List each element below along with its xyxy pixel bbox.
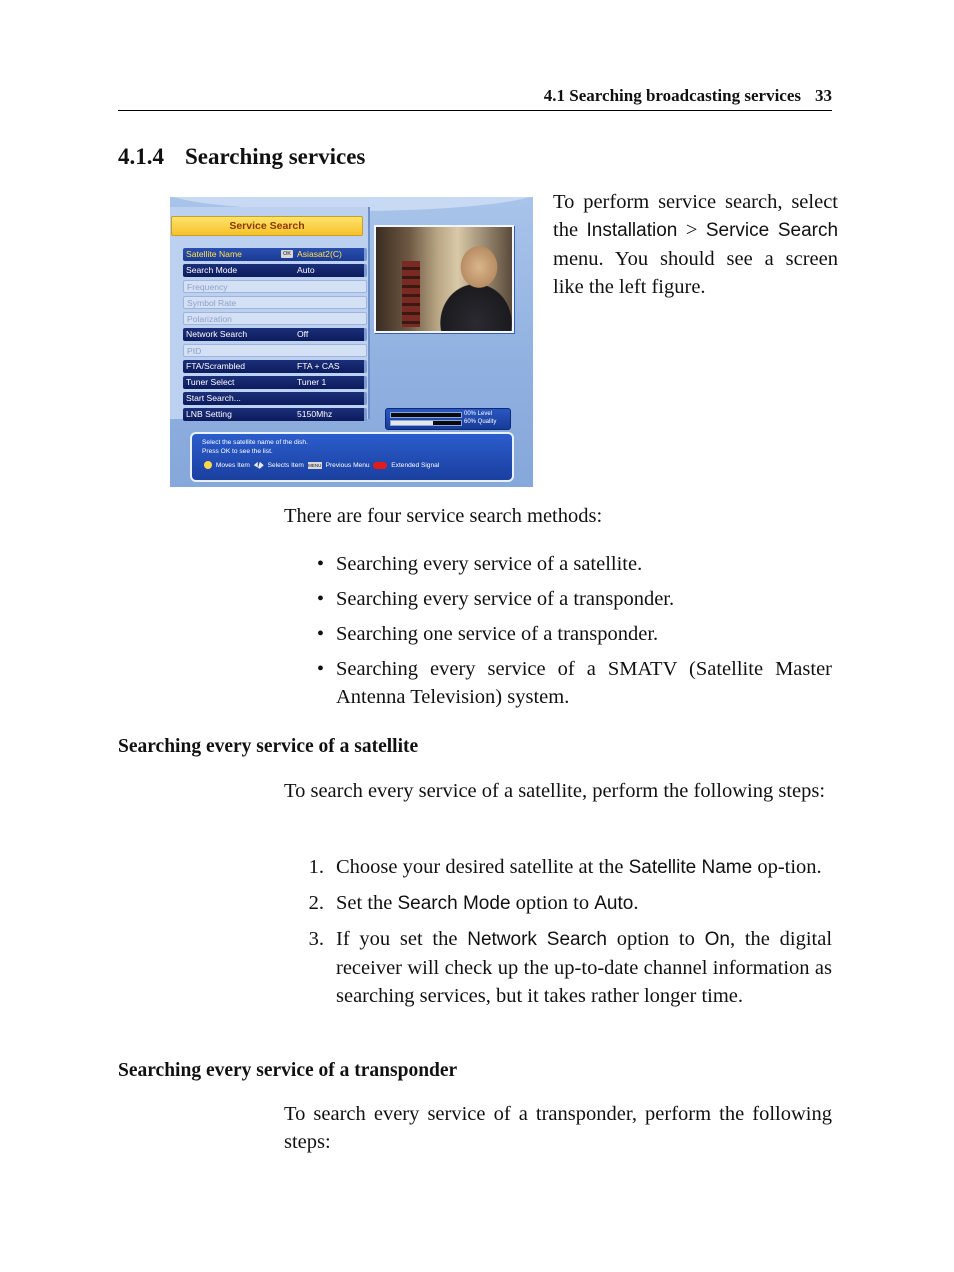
- menu-row-label: LNB Setting: [186, 409, 232, 419]
- help-keys: [202, 461, 439, 470]
- ok-key-icon: OK: [281, 250, 293, 258]
- satellite-steps: [284, 853, 832, 1017]
- step-text: , the digital receiver will check up the up-to-date channel information as searching services, but it takes rather longer time.: [336, 928, 833, 1007]
- methods-intro: There are four service search methods:: [284, 505, 603, 527]
- step-text: op-tion.: [757, 856, 822, 878]
- list-item-text: Searching one service of a transponder.: [336, 623, 659, 645]
- menu-row: [183, 312, 367, 325]
- step-ui-term: Network Search: [467, 929, 608, 950]
- menu-row-value: Tuner 1: [297, 377, 327, 387]
- step-ui-term: Auto: [594, 893, 634, 914]
- video-shelf-decoration: [402, 261, 420, 327]
- intro-text-1: To perform service search, select the: [553, 191, 838, 241]
- menu-row-value: FTA + CAS: [297, 361, 340, 371]
- menu-row-label: Start Search...: [186, 393, 241, 403]
- menu-row: [183, 408, 367, 421]
- bullet-marker: •: [316, 588, 324, 610]
- menu-row: [183, 248, 367, 261]
- menu-row: [183, 328, 367, 341]
- step-ui-term: Search Mode: [397, 893, 511, 914]
- running-title: 4.1 Searching broadcasting services: [543, 86, 801, 105]
- step-number: 1.: [308, 856, 324, 878]
- help-moves: Moves Item: [215, 462, 250, 469]
- menu-path-installation: Installation: [586, 220, 678, 241]
- quality-bar: [390, 420, 462, 426]
- menu-row-label: Tuner Select: [186, 377, 235, 387]
- satellite-subheading: Searching every service of a satellite: [118, 736, 419, 757]
- intro-text-2: menu. You should see a screen like the left figure.: [553, 248, 838, 298]
- bullet-marker: •: [316, 623, 324, 645]
- methods-list: [284, 550, 832, 718]
- section-title: Searching services: [185, 144, 366, 169]
- step-text: .: [633, 892, 639, 914]
- list-item: [284, 620, 832, 648]
- list-item-text: Searching every service of a transponder.: [336, 588, 675, 610]
- step-item: [284, 925, 832, 1010]
- step-item: [284, 853, 832, 882]
- menu-row-label: FTA/Scrambled: [186, 361, 246, 371]
- service-search-screenshot: [170, 197, 533, 487]
- menu-row-label: Satellite Name: [186, 249, 242, 259]
- list-item: [284, 655, 832, 711]
- level-bar: [390, 412, 462, 418]
- menu-row: [183, 296, 367, 309]
- left-right-arrow-icon: [254, 462, 264, 469]
- menu-rows: [183, 248, 367, 424]
- step-number: 2.: [308, 892, 324, 914]
- list-item-text: Searching every service of a SMATV (Satellite Master Antenna Television) system.: [336, 658, 832, 708]
- menu-row: [183, 360, 367, 373]
- menu-row: [183, 392, 367, 405]
- page-number: 33: [815, 86, 832, 105]
- quality-text: 60% Quality: [464, 419, 497, 425]
- help-line-1: Select the satellite name of the dish.: [202, 439, 308, 446]
- step-text: option to: [515, 892, 590, 914]
- step-item: [284, 889, 832, 918]
- transponder-intro: To search every service of a transponder, perform the following steps:: [284, 1103, 832, 1153]
- menu-row-value: 5150Mhz: [297, 409, 333, 419]
- transponder-subheading: Searching every service of a transponder: [118, 1060, 458, 1081]
- menu-row-value: Asiasat2(C): [297, 249, 342, 259]
- menu-path-separator: >: [685, 219, 698, 241]
- step-ui-term: On: [704, 929, 730, 950]
- satellite-intro: To search every service of a satellite, perform the following steps:: [284, 780, 826, 802]
- list-item: [284, 550, 832, 578]
- menu-row: [183, 264, 367, 277]
- help-previous: Previous Menu: [325, 462, 370, 469]
- step-ui-term: Satellite Name: [628, 857, 753, 878]
- help-extended: Extended Signal: [391, 462, 440, 469]
- menu-row: [183, 280, 367, 293]
- list-item: [284, 585, 832, 613]
- level-text: 00% Level: [464, 411, 493, 417]
- menu-row-value: Off: [297, 329, 309, 339]
- step-number: 3.: [308, 928, 324, 950]
- menu-row-label: Polarization: [187, 314, 232, 324]
- menu-row-value: Auto: [297, 265, 315, 275]
- help-line-2: Press OK to see the list.: [202, 448, 273, 455]
- menu-row-label: Search Mode: [186, 265, 238, 275]
- bullet-marker: •: [316, 658, 324, 680]
- help-box: [190, 432, 514, 482]
- menu-path-service-search: Service Search: [705, 220, 839, 241]
- menu-row-label: PID: [187, 346, 202, 356]
- section-number: 4.1.4: [118, 144, 164, 169]
- menu-row-label: Symbol Rate: [187, 298, 237, 308]
- signal-meter: [385, 408, 511, 430]
- step-text: option to: [616, 928, 695, 950]
- section-heading: [118, 144, 365, 170]
- up-down-arrow-icon: [204, 461, 212, 469]
- help-selects: Selects Item: [267, 462, 304, 469]
- menu-row: [183, 344, 367, 357]
- step-text: Choose your desired satellite at the: [336, 856, 624, 878]
- menu-row: [183, 376, 367, 389]
- menu-row-label: Network Search: [186, 329, 248, 339]
- menu-title: Service Search: [171, 216, 363, 236]
- menu-row-label: Frequency: [187, 282, 228, 292]
- video-preview: [374, 225, 514, 333]
- menu-key-icon: MENU: [308, 462, 322, 468]
- intro-paragraph: [553, 188, 838, 301]
- red-key-icon: [373, 462, 387, 469]
- list-item-text: Searching every service of a satellite.: [336, 553, 643, 575]
- step-text: If you set the: [336, 928, 458, 950]
- bullet-marker: •: [316, 553, 324, 575]
- running-head: [118, 86, 832, 111]
- step-text: Set the: [336, 892, 393, 914]
